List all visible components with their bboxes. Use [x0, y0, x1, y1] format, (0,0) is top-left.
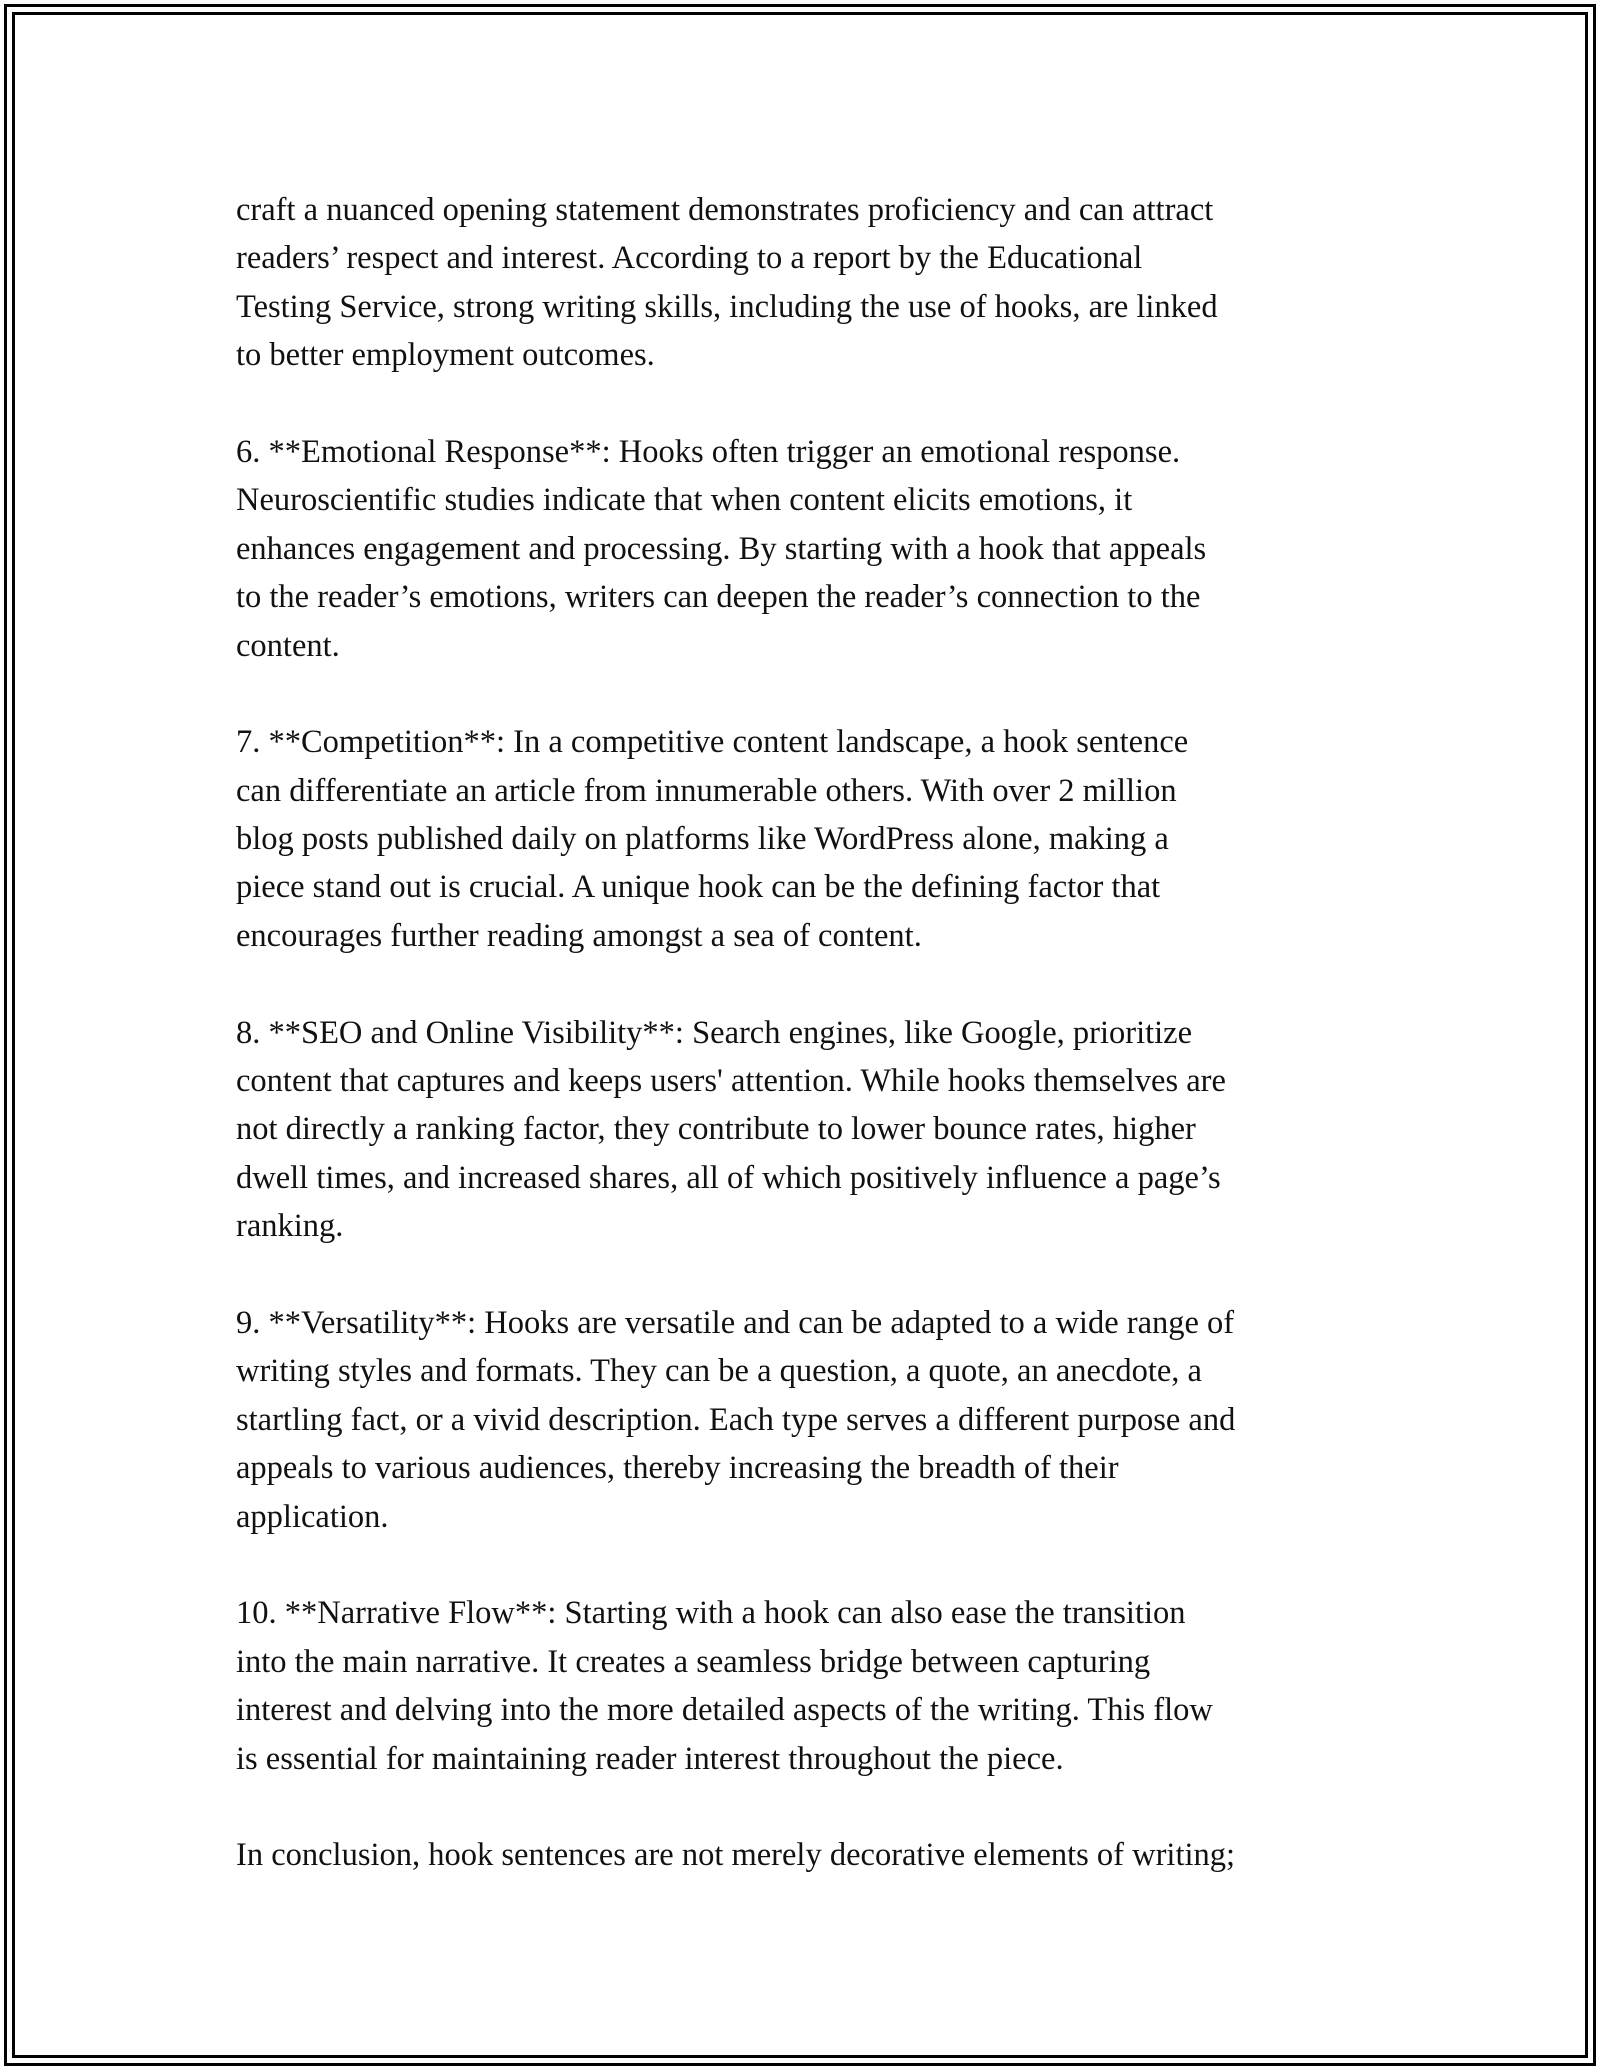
text-line: interest and delving into the more detailed aspects of the writing. This flow — [236, 1692, 1213, 1729]
text-line: application. — [236, 1498, 389, 1535]
paragraph-gap — [236, 1783, 1386, 1831]
paragraph-gap — [236, 380, 1386, 428]
text-line: Testing Service, strong writing skills, including the use of hooks, are linked — [236, 288, 1218, 325]
text-line: to the reader’s emotions, writers can deepen the reader’s connection to the — [236, 579, 1201, 616]
text-line: startling fact, or a vivid description. Each type serves a different purpose and — [236, 1401, 1236, 1438]
text-line: 6. **Emotional Response**: Hooks often trigger an emotional response. — [236, 433, 1181, 470]
paragraph-narrative-flow — [236, 1589, 1386, 1783]
text-line: content. — [236, 627, 340, 664]
text-line: encourages further reading amongst a sea of content. — [236, 917, 922, 954]
text-line: 8. **SEO and Online Visibility**: Search engines, like Google, prioritize — [236, 1014, 1193, 1051]
text-line: 7. **Competition**: In a competitive content landscape, a hook sentence — [236, 724, 1189, 761]
paragraph-gap — [236, 670, 1386, 718]
paragraph-gap — [236, 960, 1386, 1008]
text-line: 9. **Versatility**: Hooks are versatile and can be adapted to a wide range of — [236, 1304, 1235, 1341]
paragraph-versatility — [236, 1299, 1386, 1541]
paragraph-gap — [236, 1251, 1386, 1299]
text-line: dwell times, and increased shares, all of which positively influence a page’s — [236, 1159, 1221, 1196]
text-line: In conclusion, hook sentences are not merely decorative elements of writing; — [236, 1837, 1236, 1874]
text-line: ranking. — [236, 1208, 344, 1245]
text-line: blog posts published daily on platforms like WordPress alone, making a — [236, 821, 1169, 858]
text-line: enhances engagement and processing. By starting with a hook that appeals — [236, 530, 1207, 567]
text-line: to better employment outcomes. — [236, 337, 655, 374]
text-line: appeals to various audiences, thereby increasing the breadth of their — [236, 1450, 1119, 1487]
text-line: not directly a ranking factor, they contribute to lower bounce rates, higher — [236, 1111, 1196, 1148]
text-line: can differentiate an article from innumerable others. With over 2 million — [236, 772, 1177, 809]
paragraph-conclusion — [236, 1831, 1386, 1879]
text-line: Neuroscientific studies indicate that when content elicits emotions, it — [236, 482, 1133, 519]
document-body — [236, 186, 1386, 1880]
text-line: craft a nuanced opening statement demonstrates proficiency and can attract — [236, 192, 1214, 228]
text-line: into the main narrative. It creates a seamless bridge between capturing — [236, 1643, 1151, 1680]
text-line: readers’ respect and interest. According to a report by the Educational — [236, 240, 1143, 277]
paragraph-seo-visibility — [236, 1009, 1386, 1251]
text-line: content that captures and keeps users' attention. While hooks themselves are — [236, 1063, 1226, 1100]
text-line: is essential for maintaining reader interest throughout the piece. — [236, 1740, 1064, 1777]
paragraph-competition — [236, 718, 1386, 960]
text-line: writing styles and formats. They can be a question, a quote, an anecdote, a — [236, 1353, 1202, 1390]
text-line: 10. **Narrative Flow**: Starting with a hook can also ease the transition — [236, 1595, 1186, 1632]
paragraph-gap — [236, 1541, 1386, 1589]
paragraph-emotional-response — [236, 428, 1386, 670]
paragraph-continuation — [236, 186, 1386, 380]
text-line: piece stand out is crucial. A unique hook can be the defining factor that — [236, 869, 1161, 906]
